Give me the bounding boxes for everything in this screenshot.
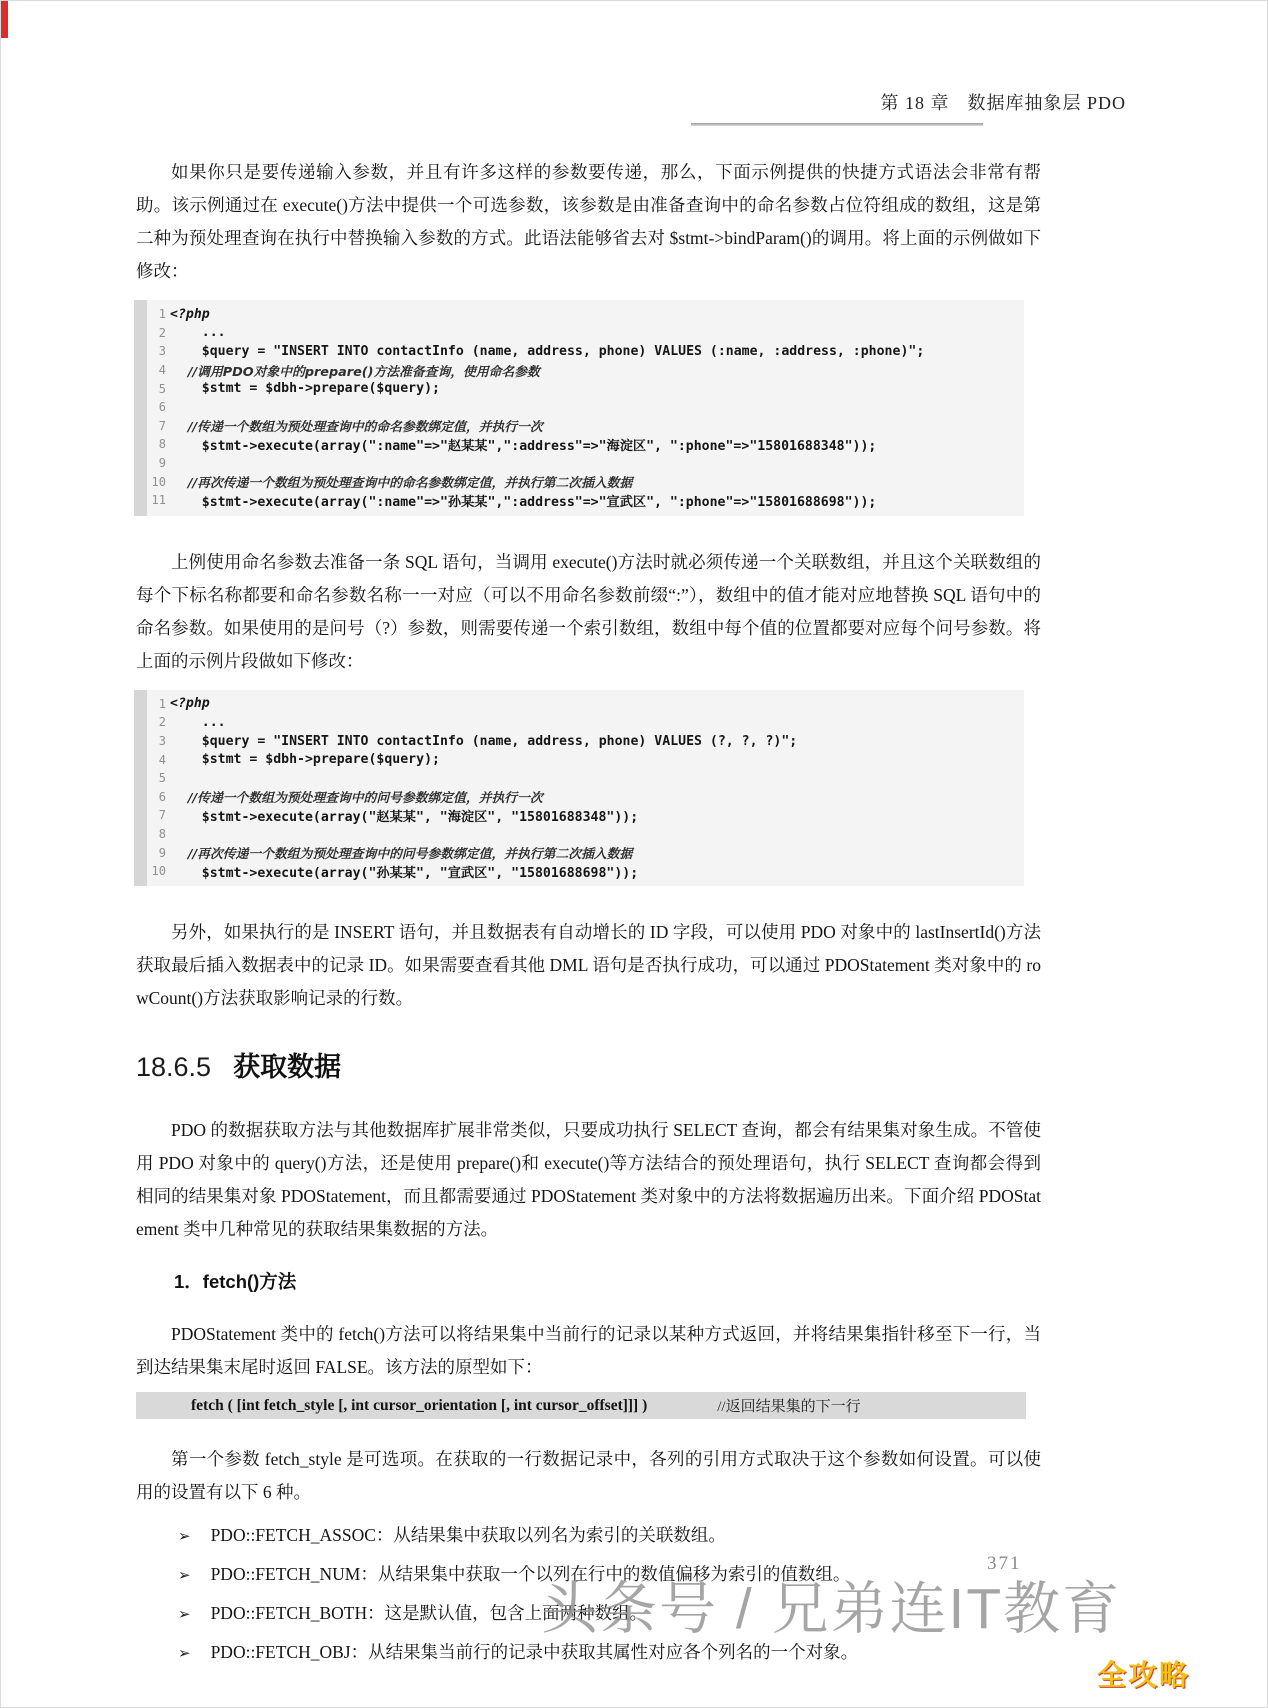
line-number: 8 [158, 437, 166, 452]
watermark-text: 头条号 / 兄弟连IT教育 [541, 1577, 1122, 1641]
line-text: //再次传递一个数组为预处理查询中的命名参数绑定值，并执行第二次插入数据 [170, 476, 633, 492]
arrow-bullet-icon: ➢ [178, 1607, 191, 1624]
code-line [134, 769, 1024, 788]
line-number: 9 [158, 456, 166, 471]
code-line [134, 843, 1024, 862]
code-line [134, 305, 1024, 324]
paragraph-named-vs-question: 上例使用命名参数去准备一条 SQL 语句，当调用 execute()方法时就必须传递一个关联数组，并且这个关联数组的每个下标名称都要和命名参数名称一一对应（可以不用命名参数前缀“:”），数组中的值才能对应地替换 SQL 语句中的命名参数。如果使用的是问号（?）参数，则需要传递一个索引数组，数组中每个值的位置都要对应每个问号参数。将上面的示例片段做如下修改： [136, 551, 1041, 671]
line-number: 7 [158, 418, 166, 433]
code-line [134, 472, 1024, 491]
arrow-bullet-icon: ➢ [178, 1646, 191, 1663]
page-number: 371 [987, 1553, 1022, 1574]
paragraph-lastinsertid: 另外，如果执行的是 INSERT 语句，并且数据表有自动增长的 ID 字段，可以使用 PDO 对象中的 lastInsertId()方法获取最后插入数据表中的记录 ID。如果需要查看其他 DML 语句是否执行成功，可以通过 PDOStatement 类对象中的 rowCount()方法获取影响记录的行数。 [136, 922, 1041, 1009]
line-text: $stmt->execute(array(":name"=>"赵某某",":address"=>"海淀区", ":phone"=>"15801688348")); [170, 438, 877, 454]
fetch-style-text: PDO::FETCH_OBJ：从结果集当前行的记录中获取其属性对应各个列名的一个对象。 [210, 1642, 859, 1663]
line-number: 8 [158, 826, 166, 841]
code-line [134, 324, 1024, 343]
line-number: 10 [151, 864, 166, 879]
code-line [134, 398, 1024, 417]
line-number: 2 [158, 325, 166, 340]
line-text: ... [170, 325, 226, 341]
fetch-signature: fetch ( [int fetch_style [, int cursor_orientation [, int cursor_offset]]] ) [191, 1396, 648, 1414]
line-text: $stmt->execute(array("孙某某", "宣武区", "15801688698")); [170, 865, 639, 881]
code-line [134, 750, 1024, 769]
line-text: //传递一个数组为预处理查询中的命名参数绑定值，并执行一次 [170, 420, 543, 436]
line-number: 1 [158, 307, 166, 322]
line-number: 1 [158, 696, 166, 711]
page-header [1, 1, 1126, 126]
line-number: 4 [158, 363, 166, 378]
code-line [134, 825, 1024, 844]
page-content [136, 156, 1041, 1673]
line-text: //再次传递一个数组为预处理查询中的问号参数绑定值，并执行第二次插入数据 [170, 847, 633, 863]
code-line [134, 361, 1024, 380]
line-text: $stmt = $dbh->prepare($query); [170, 752, 440, 768]
subsection-heading-fetch: 1．fetch()方法 [174, 1271, 297, 1293]
code-lines [134, 695, 1024, 881]
fetch-style-text: PDO::FETCH_NUM：从结果集中获取一个以列在行中的数值偏移为索引的值数组。 [210, 1564, 851, 1585]
code-line [134, 491, 1024, 510]
line-text: <?php [170, 696, 210, 712]
code-line [134, 379, 1024, 398]
line-text: //传递一个数组为预处理查询中的问号参数绑定值，并执行一次 [170, 791, 543, 807]
section-title: 获取数据 [233, 1052, 342, 1083]
line-number: 4 [158, 752, 166, 767]
red-corner-mark [1, 1, 8, 38]
code-line [134, 788, 1024, 807]
line-number: 7 [158, 808, 166, 823]
paragraph-fetch-overview: PDO 的数据获取方法与其他数据库扩展非常类似，只要成功执行 SELECT 查询，都会有结果集对象生成。不管使用 PDO 对象中的 query()方法，还是使用 prepare()和 execute()等方法结合的预处理语句，执行 SELECT 查询都会得到相同的结果集对象 PDOStatement，而且都需要通过 PDOStatement 类对象中的方法将数据遍历出来。下面介绍 PDOStatement 类中几种常见的获取结果集数据的方法。 [136, 1120, 1041, 1240]
code-line [134, 713, 1024, 732]
chapter-title: 数据库抽象层 PDO [967, 93, 1126, 113]
line-number: 11 [151, 493, 166, 508]
line-number: 5 [158, 771, 166, 786]
line-text: ... [170, 714, 226, 730]
arrow-bullet-icon: ➢ [178, 1529, 191, 1546]
code-line [134, 695, 1024, 714]
line-number: 3 [158, 734, 166, 749]
code-line [134, 806, 1024, 825]
chapter-number: 第 18 章 [880, 93, 950, 113]
line-text: $stmt->execute(array(":name"=>"孙某某",":address"=>"宣武区", ":phone"=>"15801688698")); [170, 494, 877, 510]
line-number: 6 [158, 400, 166, 415]
line-number: 5 [158, 381, 166, 396]
code-line [134, 454, 1024, 473]
code-lines [134, 305, 1024, 510]
code-line [134, 342, 1024, 361]
paragraph-fetch-desc: PDOStatement 类中的 fetch()方法可以将结果集中当前行的记录以某种方式返回，并将结果集指针移至下一行，当到达结果集末尾时返回 FALSE。该方法的原型如下： [136, 1324, 1041, 1378]
code-line [134, 732, 1024, 751]
code-block-named-params [134, 300, 1024, 516]
line-number: 3 [158, 344, 166, 359]
fetch-signature-comment: //返回结果集的下一行 [717, 1399, 861, 1416]
paragraph-shortcut-syntax: 如果你只是要传递输入参数，并且有许多这样的参数要传递，那么，下面示例提供的快捷方式语法会非常有帮助。该示例通过在 execute()方法中提供一个可选参数，该参数是由准备查询中的命名参数占位符组成的数组，这是第二种为预处理查询在执行中替换输入参数的方式。此语法能够省去对 $stmt->bindParam()的调用。将上面的示例做如下修改： [136, 162, 1041, 281]
header-rule [691, 123, 983, 126]
line-text: //调用PDO对象中的prepare()方法准备查询，使用命名参数 [170, 364, 540, 380]
line-text: $query = "INSERT INTO contactInfo (name, address, phone) VALUES (:name, :address, :phone)"; [170, 343, 925, 359]
paragraph-fetch-style: 第一个参数 fetch_style 是可选项。在获取的一行数据记录中，各列的引用方式取决于这个参数如何设置。可以使用的设置有以下 6 种。 [136, 1449, 1041, 1503]
line-number: 6 [158, 789, 166, 804]
code-line [134, 417, 1024, 436]
line-number: 2 [158, 715, 166, 730]
line-text: $query = "INSERT INTO contactInfo (name, address, phone) VALUES (?, ?, ?)"; [170, 733, 798, 749]
watermark-badge: 全攻略 [1097, 1660, 1191, 1692]
code-line [134, 862, 1024, 881]
code-block-question-params [134, 690, 1024, 887]
fetch-style-text: PDO::FETCH_BOTH：这是默认值，包含上面两种数组。 [210, 1603, 648, 1624]
line-text: $stmt = $dbh->prepare($query); [170, 381, 440, 397]
line-text: $stmt->execute(array("赵某某", "海淀区", "15801688348")); [170, 809, 639, 825]
arrow-bullet-icon: ➢ [178, 1568, 191, 1585]
line-text: <?php [170, 306, 210, 322]
section-heading [136, 1045, 1041, 1084]
line-number: 10 [151, 474, 166, 489]
fetch-style-item [136, 1517, 1041, 1556]
code-line [134, 435, 1024, 454]
fetch-prototype-bar [136, 1392, 1026, 1419]
line-number: 9 [158, 845, 166, 860]
section-number: 18.6.5 [136, 1052, 212, 1083]
fetch-style-text: PDO::FETCH_ASSOC：从结果集中获取以列名为索引的关联数组。 [210, 1525, 726, 1546]
